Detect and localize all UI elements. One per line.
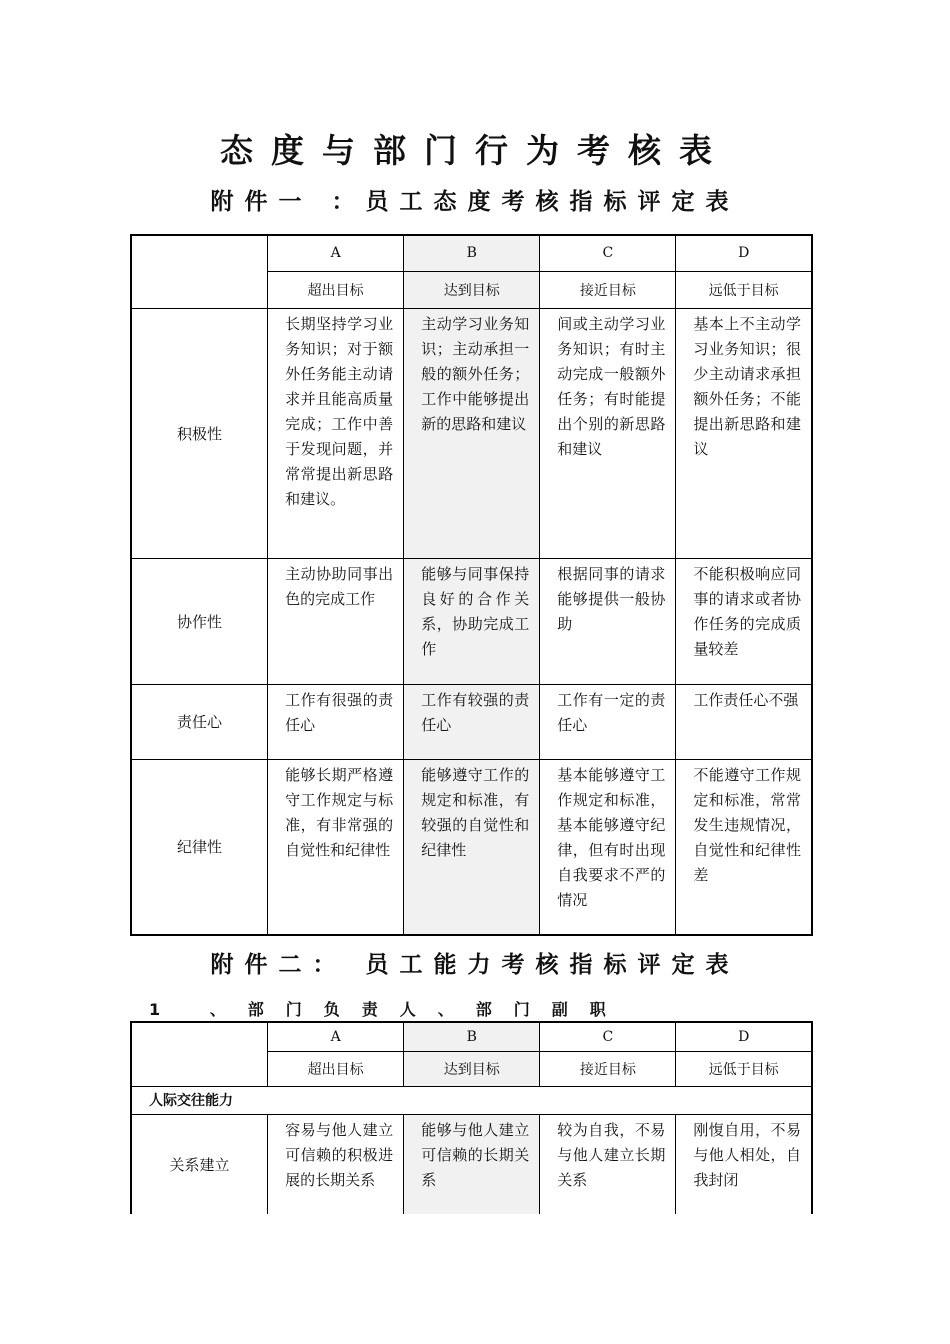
table-row [131, 1114, 812, 1214]
criteria-cell: 能够与他人建立可信赖的长期关系 [404, 1114, 540, 1214]
grade-letter: C [540, 235, 676, 271]
criteria-cell: 能够与同事保持良好的合作关系，协助完成工作 [404, 558, 540, 684]
row-label: 责任心 [131, 684, 268, 759]
grade-label: 接近目标 [540, 271, 676, 308]
criteria-cell: 基本能够遵守工作规定和标准，基本能够遵守纪律，但有时出现自我要求不严的情况 [540, 759, 676, 935]
grade-label: 达到目标 [404, 1051, 540, 1086]
grade-label: 超出目标 [268, 1051, 404, 1086]
grade-letter-row [131, 1022, 812, 1051]
grade-label: 超出目标 [268, 271, 404, 308]
grade-label: 达到目标 [404, 271, 540, 308]
row-label: 关系建立 [131, 1114, 268, 1214]
grade-label: 远低于目标 [676, 271, 812, 308]
grade-letter: B [404, 1022, 540, 1051]
ability-table [130, 1021, 813, 1214]
criteria-cell: 不能遵守工作规定和标准，常常发生违规情况，自觉性和纪律性差 [676, 759, 812, 935]
criteria-cell: 容易与他人建立可信赖的积极进展的长期关系 [268, 1114, 404, 1214]
criteria-cell: 主动学习业务知识；主动承担一般的额外任务；工作中能够提出新的思路和建议 [404, 308, 540, 558]
criteria-cell: 根据同事的请求能够提供一般协助 [540, 558, 676, 684]
criteria-cell: 工作有一定的责任心 [540, 684, 676, 759]
grade-letter: D [676, 1022, 812, 1051]
criteria-cell: 能够遵守工作的规定和标准，有较强的自觉性和纪律性 [404, 759, 540, 935]
criteria-cell: 能够长期严格遵守工作规定与标准，有非常强的自觉性和纪律性 [268, 759, 404, 935]
criteria-cell: 主动协助同事出色的完成工作 [268, 558, 404, 684]
grade-label: 远低于目标 [676, 1051, 812, 1086]
appendix2-title: 附件二： 员工能力考核指标评定表 [210, 952, 740, 978]
criteria-cell: 刚愎自用，不易与他人相处，自我封闭 [676, 1114, 812, 1214]
grade-letter: A [268, 1022, 404, 1051]
row-label: 积极性 [131, 308, 268, 558]
corner-cell [131, 235, 268, 308]
grade-letter: B [404, 235, 540, 271]
grade-letter: C [540, 1022, 676, 1051]
category-row [131, 1086, 812, 1114]
section-heading: 1 、部门负责人、部门副职 [149, 1000, 628, 1019]
criteria-cell: 较为自我，不易与他人建立长期关系 [540, 1114, 676, 1214]
corner-cell [131, 1022, 268, 1086]
document-title: 态度与部门行为考核表 [220, 131, 730, 170]
criteria-cell: 工作有很强的责任心 [268, 684, 404, 759]
grade-letter-row [131, 235, 812, 271]
table-row [131, 308, 812, 558]
criteria-cell: 长期坚持学习业务知识；对于额外任务能主动请求并且能高质量完成；工作中善于发现问题，并常常提出新思路和建议。 [268, 308, 404, 558]
attitude-table [130, 234, 813, 936]
table-row [131, 558, 812, 684]
criteria-cell: 工作有较强的责任心 [404, 684, 540, 759]
appendix1-title: 附件一 ：员工态度考核指标评定表 [210, 189, 740, 215]
grade-label: 接近目标 [540, 1051, 676, 1086]
row-label: 协作性 [131, 558, 268, 684]
table-row [131, 759, 812, 935]
criteria-cell: 基本上不主动学习业务知识；很少主动请求承担额外任务；不能提出新思路和建议 [676, 308, 812, 558]
grade-letter: D [676, 235, 812, 271]
criteria-cell: 不能积极响应同事的请求或者协作任务的完成质量较差 [676, 558, 812, 684]
criteria-cell: 间或主动学习业务知识；有时主动完成一般额外任务；有时能提出个别的新思路和建议 [540, 308, 676, 558]
criteria-cell: 工作责任心不强 [676, 684, 812, 759]
table-row [131, 684, 812, 759]
row-label: 纪律性 [131, 759, 268, 935]
grade-letter: A [268, 235, 404, 271]
category-label: 人际交往能力 [131, 1086, 812, 1114]
